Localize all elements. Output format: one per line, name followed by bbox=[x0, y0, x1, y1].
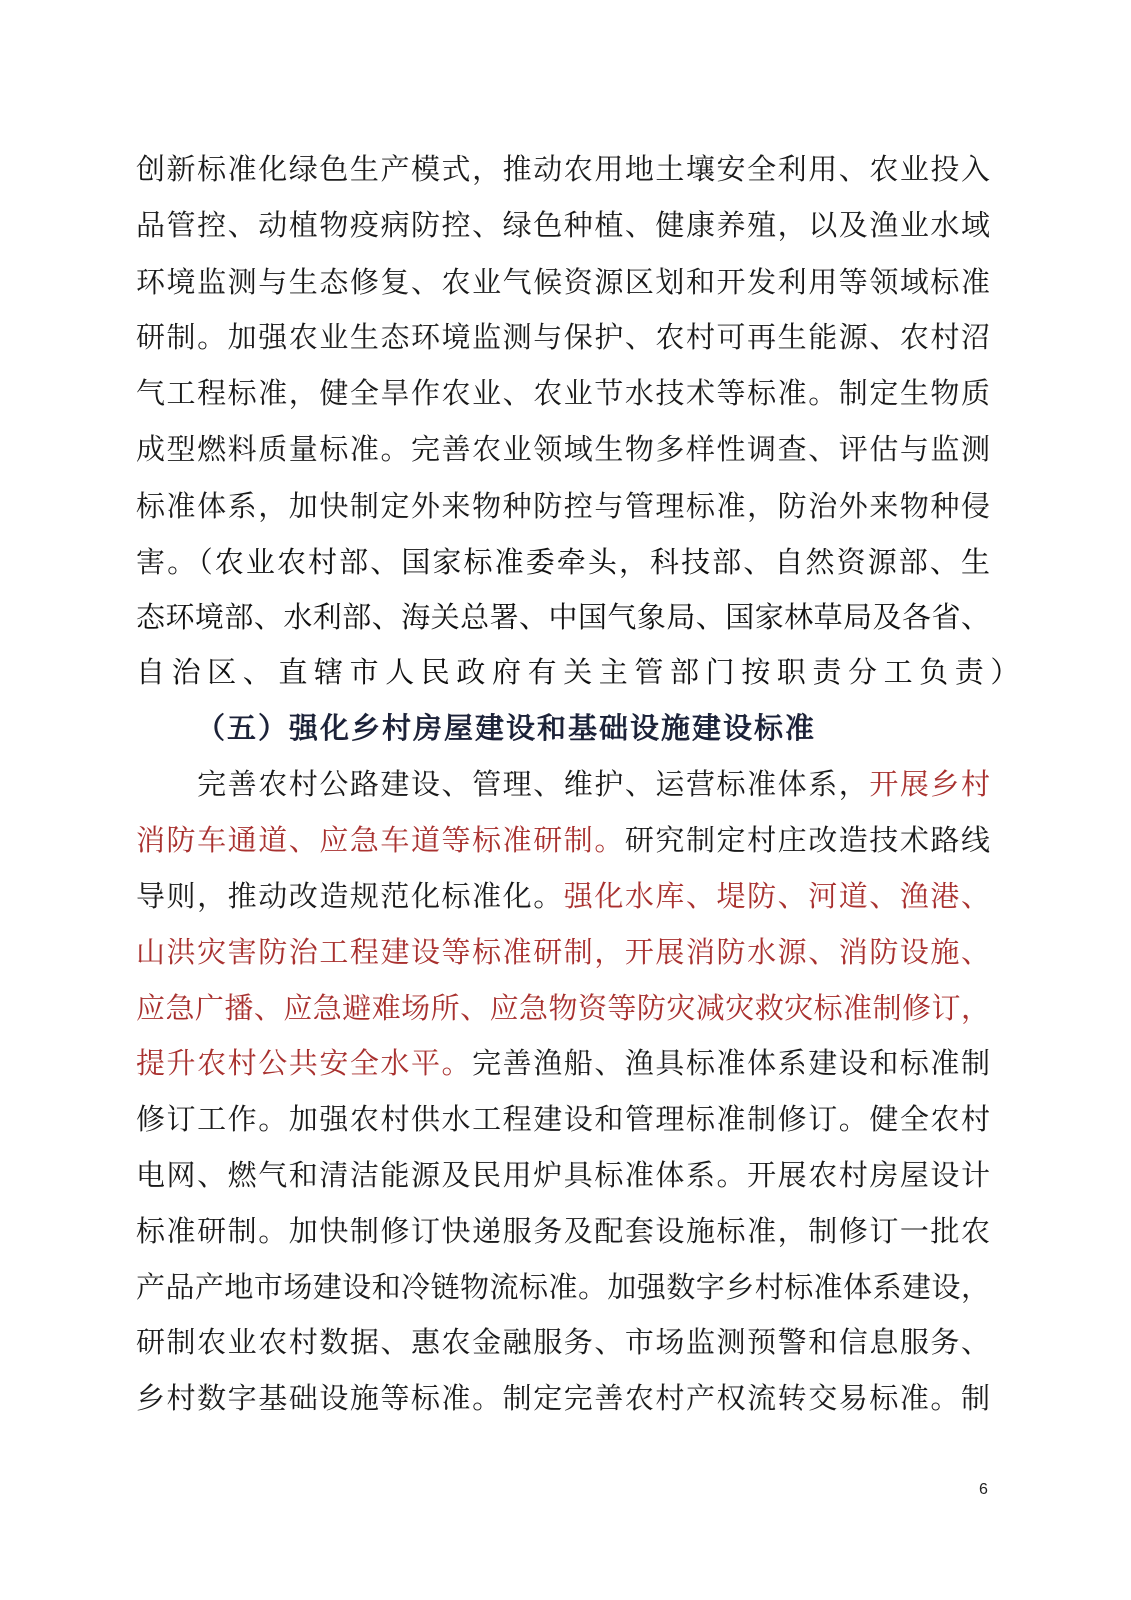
text-segment: 导则，推动改造规范化标准化。 bbox=[136, 879, 564, 913]
text-line bbox=[136, 820, 990, 860]
text-segment: 标准体系，加快制定外来物种防控与管理标准，防治外来物种侵 bbox=[136, 489, 990, 523]
highlighted-text: 山洪灾害防治工程建设等标准研制，开展消防水源、消防设施、 bbox=[136, 935, 990, 969]
text-line bbox=[136, 988, 990, 1028]
text-line bbox=[136, 1099, 990, 1139]
text-segment: 态环境部、水利部、海关总署、中国气象局、国家林草局及各省、 bbox=[136, 600, 990, 634]
text-segment: 气工程标准，健全旱作农业、农业节水技术等标准。制定生物质 bbox=[136, 376, 990, 410]
text-line bbox=[136, 542, 990, 582]
text-segment: 研制。加强农业生态环境监测与保护、农村可再生能源、农村沼 bbox=[136, 320, 990, 354]
text-segment: 自治区、直辖市人民政府有关主管部门按职责分工负责） bbox=[136, 655, 1027, 689]
text-line bbox=[136, 1267, 990, 1307]
highlighted-text: 提升农村公共安全水平。 bbox=[136, 1046, 473, 1080]
text-line bbox=[136, 1211, 990, 1251]
highlighted-text: 开展乡村 bbox=[869, 767, 990, 801]
text-segment: 创新标准化绿色生产模式，推动农用地土壤安全利用、农业投入 bbox=[136, 152, 990, 186]
text-line bbox=[136, 486, 990, 526]
text-segment: 研究制定村庄改造技术路线 bbox=[624, 823, 990, 857]
text-line bbox=[136, 317, 990, 357]
text-line bbox=[136, 262, 990, 302]
highlighted-text: 强化水库、堤防、河道、渔港、 bbox=[563, 879, 990, 913]
text-line bbox=[136, 1155, 990, 1195]
section-heading bbox=[196, 708, 1050, 748]
text-segment: 完善渔船、渔具标准体系建设和标准制 bbox=[472, 1046, 990, 1080]
text-line bbox=[136, 429, 990, 469]
text-line bbox=[136, 652, 1027, 692]
text-segment: （五）强化乡村房屋建设和基础设施建设标准 bbox=[196, 711, 817, 745]
text-line bbox=[136, 373, 990, 413]
text-line bbox=[136, 1378, 990, 1418]
text-segment: 成型燃料质量标准。完善农业领域生物多样性调查、评估与监测 bbox=[136, 432, 990, 466]
text-segment: 完善农村公路建设、管理、维护、运营标准体系， bbox=[136, 767, 870, 801]
highlighted-text: 消防车通道、应急车道等标准研制。 bbox=[136, 823, 625, 857]
text-segment: 产品产地市场建设和冷链物流标准。加强数字乡村标准体系建设， bbox=[136, 1270, 990, 1304]
text-line bbox=[136, 205, 990, 245]
text-segment: （农业农村部、国家标准委牵头，科技部、自然资源部、生 bbox=[198, 545, 990, 579]
text-line bbox=[136, 149, 990, 189]
page-number: 6 bbox=[979, 1481, 988, 1498]
text-segment: 品管控、动植物疫病防控、绿色种植、健康养殖，以及渔业水域 bbox=[136, 208, 990, 242]
text-segment: 害。 bbox=[136, 545, 199, 579]
text-line bbox=[136, 764, 990, 804]
text-segment: 电网、燃气和清洁能源及民用炉具标准体系。开展农村房屋设计 bbox=[136, 1158, 990, 1192]
text-line bbox=[136, 1043, 990, 1083]
text-segment: 环境监测与生态修复、农业气候资源区划和开发利用等领域标准 bbox=[136, 265, 990, 299]
text-segment: 研制农业农村数据、惠农金融服务、市场监测预警和信息服务、 bbox=[136, 1325, 990, 1359]
highlighted-text: 应急广播、应急避难场所、应急物资等防灾减灾救灾标准制修订， bbox=[136, 991, 990, 1025]
text-segment: 标准研制。加快制修订快递服务及配套设施标准，制修订一批农 bbox=[136, 1214, 990, 1248]
text-line bbox=[136, 876, 990, 916]
text-segment: 修订工作。加强农村供水工程建设和管理标准制修订。健全农村 bbox=[136, 1102, 990, 1136]
text-line bbox=[136, 597, 990, 637]
text-line bbox=[136, 932, 990, 972]
text-line bbox=[136, 1322, 990, 1362]
text-segment: 乡村数字基础设施等标准。制定完善农村产权流转交易标准。制 bbox=[136, 1381, 990, 1415]
